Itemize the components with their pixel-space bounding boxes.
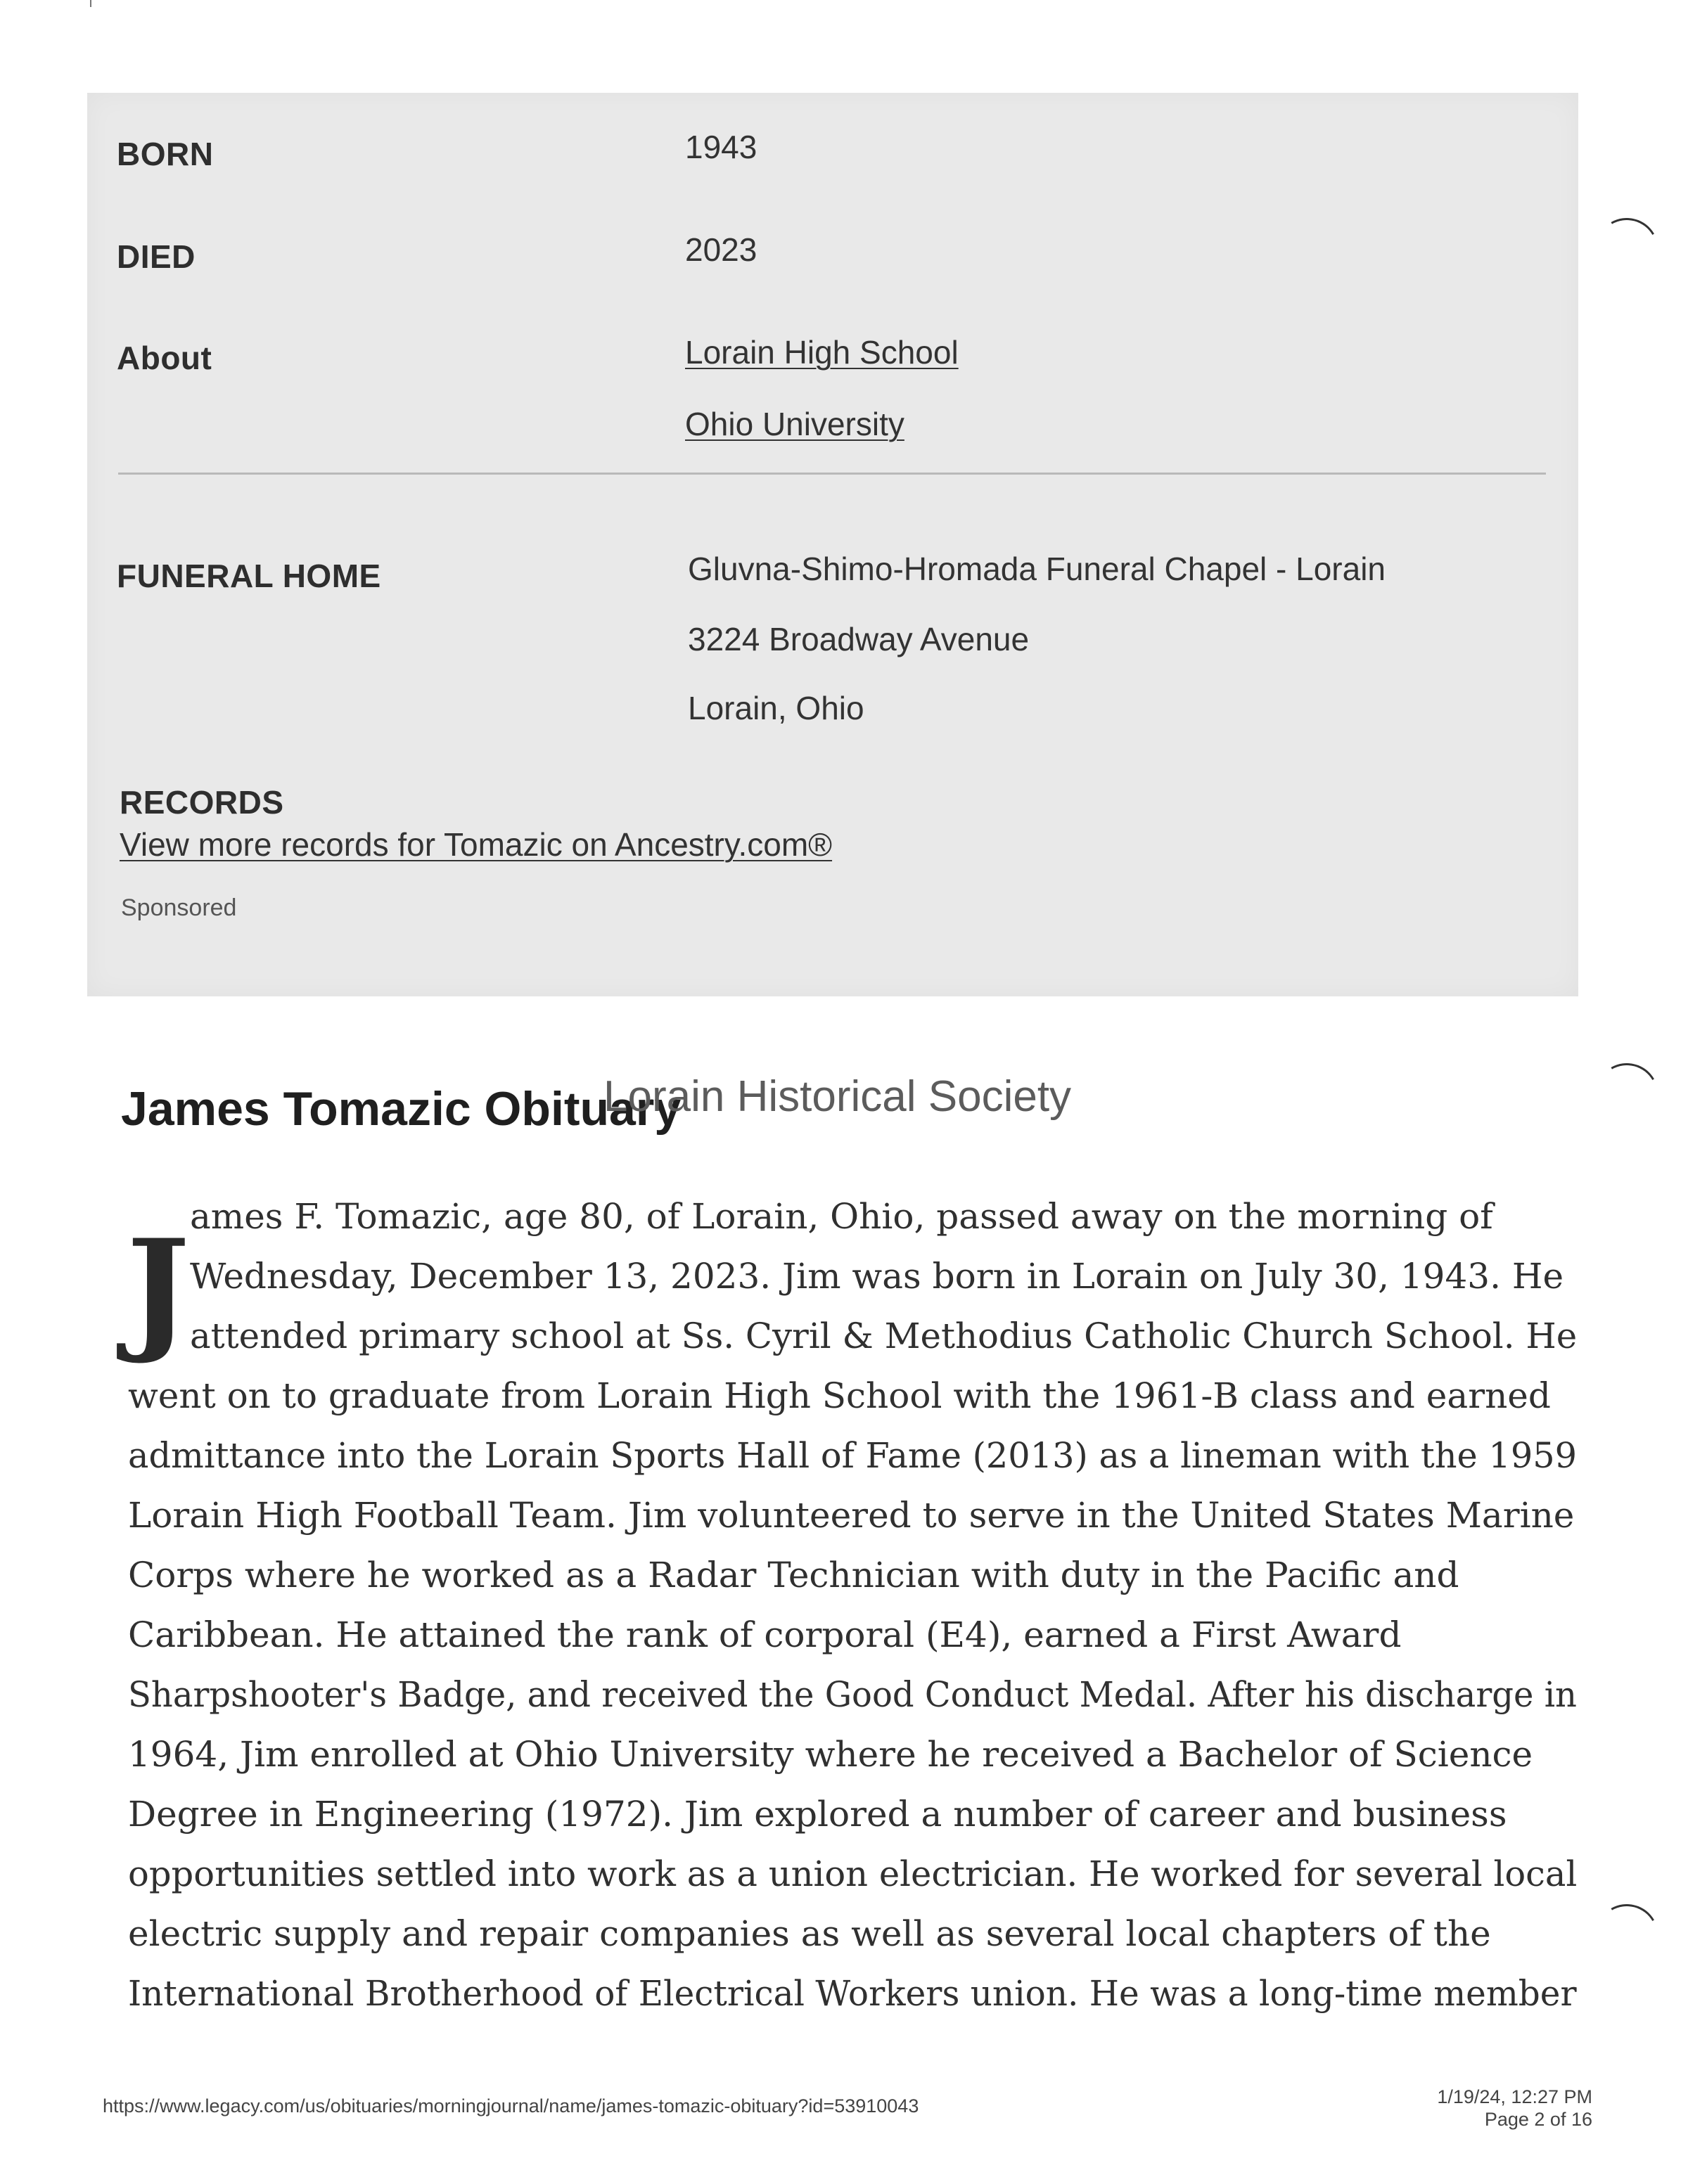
obituary-line: Degree in Engineering (1972). Jim explored a number of career and business [128, 1794, 1507, 1835]
obituary-line: went on to graduate from Lorain High School with the 1961-B class and earned [128, 1375, 1551, 1416]
died-label: DIED [117, 238, 196, 275]
obituary-line: Sharpshooter's Badge, and received the Good Conduct Medal. After his discharge in [128, 1674, 1577, 1715]
born-value: 1943 [685, 129, 757, 165]
section-divider [118, 473, 1546, 475]
obituary-line: Corps where he worked as a Radar Technician with duty in the Pacific and [128, 1555, 1459, 1595]
funeral-home-name: Gluvna-Shimo-Hromada Funeral Chapel - Lorain [688, 551, 1386, 587]
funeral-home-street: 3224 Broadway Avenue [688, 621, 1030, 657]
watermark-text: Lorain Historical Society [603, 1072, 1072, 1121]
records-label: RECORDS [120, 784, 284, 821]
about-link-ohio-university[interactable]: Ohio University [685, 406, 904, 442]
scan-mark [90, 0, 91, 7]
obituary-line: attended primary school at Ss. Cyril & Methodius Catholic Church School. He [190, 1316, 1578, 1356]
funeral-home-city: Lorain, Ohio [688, 690, 864, 726]
born-label: BORN [117, 136, 214, 172]
about-label: About [117, 340, 212, 376]
binder-punch-mark [1588, 1056, 1665, 1133]
obituary-line: admittance into the Lorain Sports Hall of Fame (2013) as a lineman with the 1959 [128, 1435, 1578, 1476]
obituary-line: 1964, Jim enrolled at Ohio University where he received a Bachelor of Science [128, 1734, 1533, 1775]
footer-datetime: 1/19/24, 12:27 PM [1437, 2086, 1592, 2107]
obituary-title: James Tomazic Obituary [121, 1082, 682, 1136]
footer-page-number: Page 2 of 16 [1484, 2109, 1592, 2130]
funeral-home-label: FUNERAL HOME [117, 558, 381, 594]
obituary-line: opportunities settled into work as a union electrician. He worked for several local [128, 1854, 1578, 1894]
binder-punch-mark [1588, 211, 1665, 288]
obituary-line: Caribbean. He attained the rank of corporal (E4), earned a First Award [128, 1614, 1402, 1655]
obituary-line: Lorain High Football Team. Jim volunteered to serve in the United States Marine [128, 1495, 1575, 1536]
footer-print-info [1437, 2086, 1592, 2131]
died-value: 2023 [685, 231, 757, 268]
obituary-line: ames F. Tomazic, age 80, of Lorain, Ohio, passed away on the morning of [190, 1196, 1493, 1237]
obituary-info-panel [87, 93, 1578, 996]
ancestry-records-link[interactable]: View more records for Tomazic on Ancestry.com® [120, 826, 833, 863]
obituary-line: electric supply and repair companies as well as several local chapters of the [128, 1913, 1491, 1954]
about-link-lorain-high-school[interactable]: Lorain High School [685, 334, 959, 371]
drop-cap: J [127, 1210, 190, 1367]
binder-punch-mark [1588, 1897, 1665, 1974]
obituary-line: International Brotherhood of Electrical Workers union. He was a long-time member [128, 1973, 1577, 2014]
footer-url: https://www.legacy.com/us/obituaries/morningjournal/name/james-tomazic-obituary?id=53910043 [103, 2095, 919, 2116]
sponsored-label: Sponsored [121, 894, 237, 921]
obituary-line: Wednesday, December 13, 2023. Jim was born in Lorain on July 30, 1943. He [190, 1256, 1564, 1297]
